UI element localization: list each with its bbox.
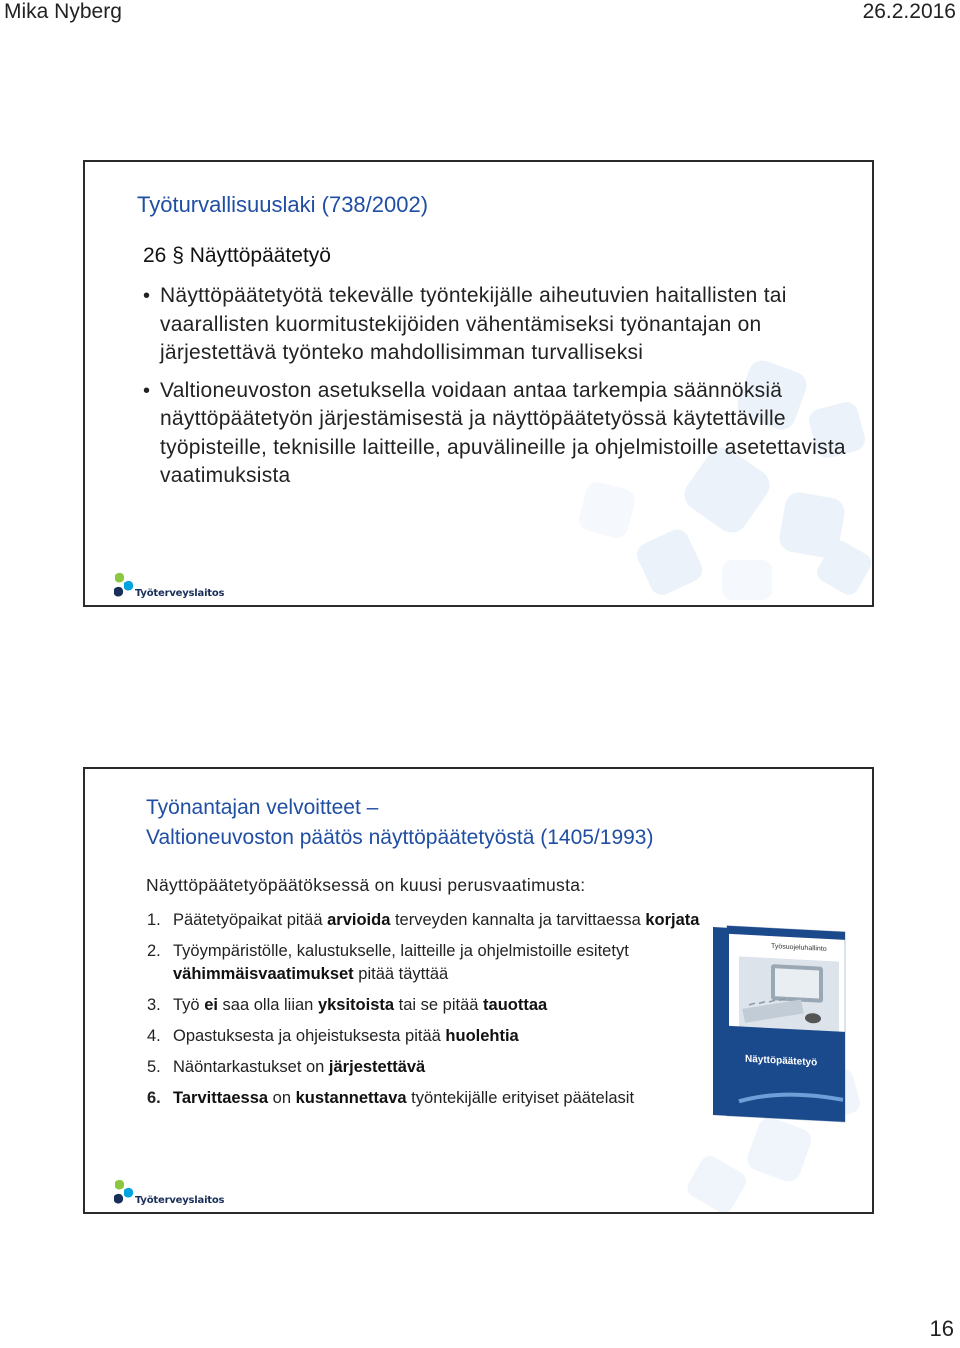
intro-text: Näyttöpäätetyöpäätöksessä on kuusi perusvaatimusta: (146, 875, 586, 895)
requirement-item (147, 909, 717, 932)
requirement-text-part: pitää täyttää (353, 965, 449, 983)
requirement-number: 6. (147, 1089, 161, 1107)
slide-title-line-2: Valtioneuvoston päätös näyttöpäätetyöstä (1405/1993) (146, 826, 654, 849)
requirement-text-part: saa olla liian (217, 996, 318, 1014)
requirement-text-part: tai se pitää (394, 996, 484, 1014)
requirement-item (147, 940, 717, 986)
requirement-text (173, 1025, 717, 1048)
bullet-item: • Näyttöpäätetyötä tekevälle työntekijälle aiheutuvien haitallisten tai vaarallisten kuormitustekijöiden vähentämiseksi työnantajan on järjestettävä työnteko mahdollisimman turvalliseksi (143, 282, 853, 368)
slide-title: Työturvallisuuslaki (738/2002) (137, 192, 429, 217)
book-series: Työsuojeluhallinto (771, 943, 827, 953)
requirement-text (173, 940, 717, 986)
requirement-text (173, 1087, 717, 1110)
ttl-logo (111, 571, 224, 601)
slide-1 (83, 160, 874, 607)
book-title: Näyttöpäätetyö (745, 1053, 818, 1069)
requirement-number: 5. (147, 1058, 161, 1076)
header-date: 26.2.2016 (862, 0, 956, 23)
requirement-text-part: Opastuksesta ja ohjeistuksesta pitää (173, 1027, 446, 1045)
requirement-keyword: Tarvittaessa (173, 1089, 269, 1107)
requirement-text-part: työntekijälle erityiset päätelasit (406, 1089, 635, 1107)
requirement-number: 3. (147, 996, 161, 1014)
requirement-keyword: korjata (645, 911, 700, 929)
section-heading: 26 § Näyttöpäätetyö (143, 244, 331, 267)
requirement-text (173, 1056, 717, 1079)
bullet-item: • Valtioneuvoston asetuksella voidaan antaa tarkempia säännöksiä näyttöpäätetyön järjestämisestä ja näyttöpäätetyössä käytettäville työpisteille, teknisille laitteille, apuvälineille ja ohjelmistoille asetettavista vaatimuksista (143, 377, 853, 491)
header-author: Mika Nyberg (4, 0, 122, 23)
page-number: 16 (929, 1316, 954, 1341)
logo-mark-icon (111, 571, 137, 601)
book-cover-image (713, 925, 853, 1125)
requirement-keyword: tauottaa (483, 996, 548, 1014)
requirement-text-part: Päätetyöpaikat pitää (173, 911, 328, 929)
requirement-keyword: huolehtia (445, 1027, 519, 1045)
requirement-item (147, 1056, 717, 1079)
requirement-text-part: Näöntarkastukset on (173, 1058, 329, 1076)
requirement-keyword: kustannettava (295, 1089, 407, 1107)
requirement-keyword: vähimmäisvaatimukset (173, 965, 354, 983)
logo-text: Työterveyslaitos (135, 588, 225, 599)
requirement-text-part: Työympäristölle, kalustukselle, laitteille ja ohjelmistoille esitetyt (173, 942, 629, 960)
requirement-keyword: arvioida (327, 911, 391, 929)
logo-text: Työterveyslaitos (135, 1195, 225, 1206)
requirement-number: 1. (147, 911, 161, 929)
requirement-text-part: on (268, 1089, 296, 1107)
requirements-list (147, 909, 717, 1118)
requirement-number: 2. (147, 942, 161, 960)
requirement-item (147, 1087, 717, 1110)
requirement-number: 4. (147, 1027, 161, 1045)
requirement-text (173, 994, 717, 1017)
requirement-keyword: ei (204, 996, 218, 1014)
ttl-logo (111, 1178, 224, 1208)
requirement-text (173, 909, 717, 932)
requirement-item (147, 994, 717, 1017)
slide-2 (83, 767, 874, 1214)
slide-title-line-1: Työnantajan velvoitteet – (146, 796, 379, 819)
requirement-text-part: Työ (173, 996, 205, 1014)
logo-mark-icon (111, 1178, 137, 1208)
requirement-keyword: yksitoista (317, 996, 395, 1014)
requirement-item (147, 1025, 717, 1048)
slide-title (146, 793, 653, 853)
requirement-text-part: terveyden kannalta ja tarvittaessa (390, 911, 646, 929)
bullet-list (143, 282, 853, 500)
requirement-keyword: järjestettävä (328, 1058, 426, 1076)
